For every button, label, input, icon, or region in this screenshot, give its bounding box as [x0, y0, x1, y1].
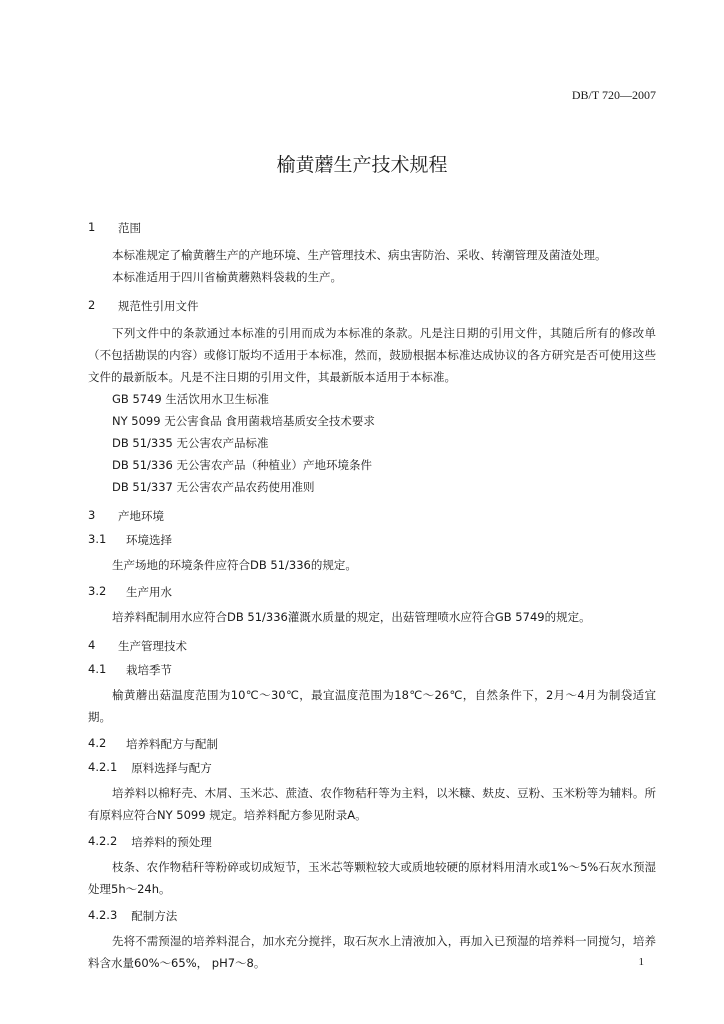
section-title: 产地环境 — [118, 509, 164, 523]
section-title: 环境选择 — [126, 533, 172, 547]
paragraph: 本标准规定了榆黄蘑生产的产地环境、生产管理技术、病虫害防治、采收、转潮管理及菌渣处理。 — [112, 248, 607, 262]
paragraph: 生产场地的环境条件应符合DB 51/336的规定。 — [112, 558, 357, 572]
paragraph: 榆黄蘑出菇温度范围为10℃～30℃，最宜温度范围为18℃～26℃，自然条件下，2月～4月为制袋适宜期。 — [88, 688, 656, 724]
page-number: 1 — [638, 956, 644, 968]
section-title: 培养料的预处理 — [131, 835, 212, 849]
section-2-heading — [88, 298, 656, 314]
standard-code: DB/T 720—2007 — [571, 88, 656, 102]
section-number: 3 — [88, 508, 96, 522]
paragraph: 枝条、农作物秸秆等粉碎或切成短节，玉米芯等颗粒较大或质地较硬的原材料用清水或1%～5%石灰水预湿处理5h～24h。 — [88, 860, 656, 896]
section-number: 4.1 — [88, 662, 107, 676]
reference-item: NY 5099 无公害食品 食用菌栽培基质安全技术要求 — [112, 414, 375, 428]
paragraph: 培养料配制用水应符合DB 51/336灌溉水质量的规定，出菇管理喷水应符合GB 5749的规定。 — [112, 610, 591, 624]
reference-item: GB 5749 生活饮用水卫生标准 — [112, 392, 269, 406]
section-number: 4.2 — [88, 736, 107, 750]
section-title: 范围 — [118, 221, 141, 235]
subsection-4-2-2-heading — [88, 834, 656, 850]
subsection-4-2-heading — [88, 736, 656, 752]
section-number: 4.2.2 — [88, 834, 118, 848]
reference-item: DB 51/336 无公害农产品（种植业）产地环境条件 — [112, 458, 373, 472]
document-title: 榆黄蘑生产技术规程 — [276, 154, 448, 176]
subsection-4-2-3-heading — [88, 908, 656, 924]
reference-item: DB 51/337 无公害农产品农药使用准则 — [112, 480, 315, 494]
section-title: 生产用水 — [126, 585, 172, 599]
section-number: 3.1 — [88, 532, 107, 546]
paragraph: 本标准适用于四川省榆黄蘑熟料袋栽的生产。 — [112, 270, 342, 284]
subsection-4-2-1-heading — [88, 760, 656, 776]
section-number: 4.2.3 — [88, 908, 118, 922]
section-title: 配制方法 — [131, 909, 178, 923]
section-title: 生产管理技术 — [118, 639, 187, 653]
paragraph: 先将不需预湿的培养料混合，加水充分搅拌，取石灰水上清液加入，再加入已预湿的培养料一同搅匀，培养料含水量60%～65%， pH7～8。 — [88, 934, 656, 970]
document-body — [88, 210, 656, 974]
section-number: 4.2.1 — [88, 760, 118, 774]
section-title: 规范性引用文件 — [118, 299, 199, 313]
subsection-4-1-heading — [88, 662, 656, 678]
section-number: 1 — [88, 220, 96, 234]
subsection-3-2-heading — [88, 584, 656, 600]
section-title: 原料选择与配方 — [131, 761, 212, 775]
section-number: 2 — [88, 298, 96, 312]
paragraph: 培养料以棉籽壳、木屑、玉米芯、蔗渣、农作物秸秆等为主料，以米糠、麸皮、豆粉、玉米粉等为辅料。所有原料应符合NY 5099 规定。培养料配方参见附录A。 — [88, 786, 656, 822]
section-1-heading — [88, 220, 656, 236]
section-4-heading — [88, 638, 656, 654]
reference-item: DB 51/335 无公害农产品标准 — [112, 436, 269, 450]
subsection-3-1-heading — [88, 532, 656, 548]
section-title: 栽培季节 — [126, 663, 172, 677]
section-number: 4 — [88, 638, 96, 652]
section-title: 培养料配方与配制 — [126, 737, 218, 751]
paragraph: 下列文件中的条款通过本标准的引用而成为本标准的条款。凡是注日期的引用文件，其随后所有的修改单（不包括勘误的内容）或修订版均不适用于本标准，然而，鼓励根据本标准达成协议的各方研究是否可使用这些文件的最新版本。凡是不注日期的引用文件，其最新版本适用于本标准。 — [88, 326, 656, 384]
section-number: 3.2 — [88, 584, 107, 598]
section-3-heading — [88, 508, 656, 524]
